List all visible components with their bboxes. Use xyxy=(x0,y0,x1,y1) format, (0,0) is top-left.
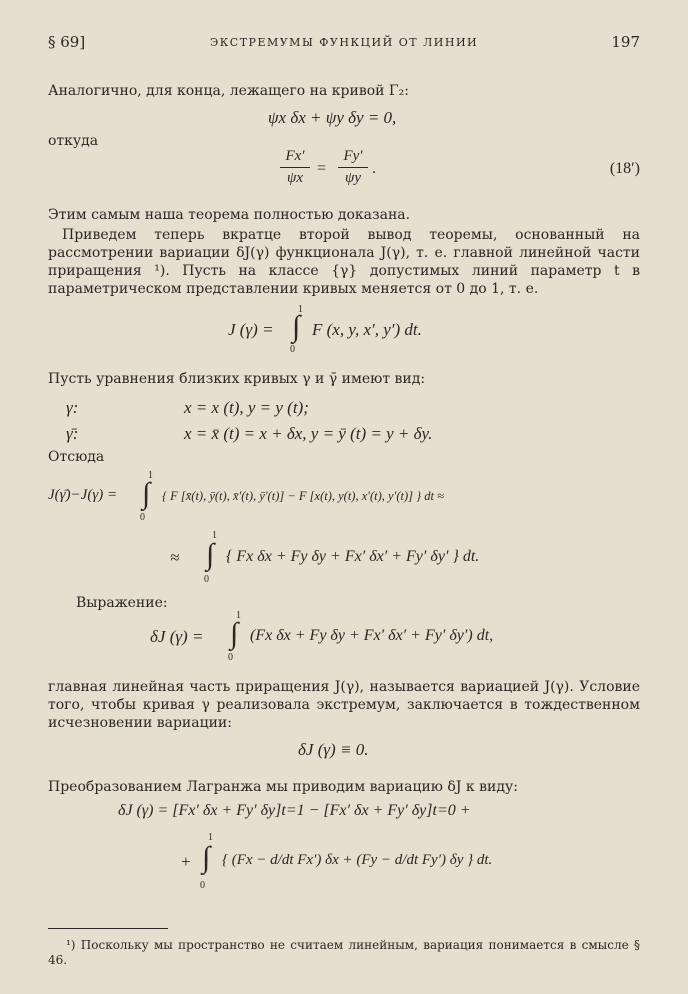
equation-lhs: J (γ) = xyxy=(228,320,274,339)
numerator: Fx′ xyxy=(285,148,305,164)
footnote: ¹) Поскольку мы пространство не считаем линейным, вариация понимается в смысле § 46. xyxy=(48,938,640,967)
fraction xyxy=(280,148,310,187)
integral-upper-limit: 1 xyxy=(208,832,213,843)
integral-lower-limit: 0 xyxy=(200,880,205,891)
paragraph: Приведем теперь вкратце второй вывод теоремы, основанный на рассмотрении вариации δJ(γ) функционала J(γ), т. е. главной линейной части приращения ¹). Пусть на классе {γ} допустимых линий параметр t в параметрическом представлении кривых меняется от 0 до 1, т. е. xyxy=(48,227,640,297)
equals-sign: = xyxy=(317,160,327,177)
integral-sign: ∫ xyxy=(142,477,151,510)
chapter-title: ЭКСТРЕМУМЫ ФУНКЦИЙ ОТ ЛИНИИ xyxy=(209,36,479,49)
plus-sign: + xyxy=(180,852,192,871)
equation-lhs: δJ (γ) = xyxy=(150,627,204,646)
denominator: ψy xyxy=(345,170,361,186)
paragraph: Отсюда xyxy=(48,449,105,465)
equation: ψx δx + ψy δy = 0, xyxy=(268,108,397,127)
equation-rhs: (Fx δx + Fy δy + Fx′ δx′ + Fy′ δy′) dt, xyxy=(250,627,494,644)
footnote-rule xyxy=(48,928,168,929)
equation-label: (18′) xyxy=(609,160,640,177)
curve-label: γ̄: xyxy=(66,424,79,443)
equation-rhs: { F [x̄(t), ȳ(t), x̄′(t), ȳ′(t)] − F [x(t), y(t), x′(t), y′(t)] } dt ≈ xyxy=(162,489,444,503)
equation-lhs: J(γ̄)−J(γ) = xyxy=(48,487,118,503)
curve-label: γ: xyxy=(66,398,79,417)
integral-sign: ∫ xyxy=(230,617,239,650)
integral-lower-limit: 0 xyxy=(140,512,145,523)
integral-upper-limit: 1 xyxy=(298,304,303,315)
numerator: Fy′ xyxy=(343,148,363,164)
fraction-bar xyxy=(338,167,368,168)
fraction xyxy=(338,148,368,187)
equation-rhs: { (Fx − d/dt Fx′) δx + (Fy − d/dt Fy′) δy } dt. xyxy=(222,852,493,868)
paragraph: Выражение: xyxy=(76,595,168,611)
equation-rhs: F (x, y, x′, y′) dt. xyxy=(312,320,422,339)
paragraph: откуда xyxy=(48,133,99,149)
equation: x = x (t), y = y (t); xyxy=(184,398,309,417)
period: . xyxy=(372,160,376,177)
integral-sign: ∫ xyxy=(206,538,215,571)
integral-sign: ∫ xyxy=(202,841,211,874)
paragraph: главная линейная часть приращения J(γ), называется вариацией J(γ). Условие того, чтобы кривая γ реализовала экстремум, заключается в тождественном исчезновении вариации: xyxy=(48,679,640,731)
fraction-bar xyxy=(280,167,310,168)
equation: δJ (γ) ≡ 0. xyxy=(298,740,369,759)
integral-upper-limit: 1 xyxy=(212,530,217,541)
page-number: 197 xyxy=(611,33,640,51)
denominator: ψx xyxy=(287,170,303,186)
section-number: § 69] xyxy=(48,33,86,51)
approx-sign: ≈ xyxy=(170,548,180,567)
paragraph: Пусть уравнения близких кривых γ и γ̄ имеют вид: xyxy=(48,371,426,387)
paragraph: Преобразованием Лагранжа мы приводим вариацию δJ к виду: xyxy=(48,779,518,795)
integral-upper-limit: 1 xyxy=(148,470,153,481)
integral-upper-limit: 1 xyxy=(236,610,241,621)
paragraph: Аналогично, для конца, лежащего на кривой Γ₂: xyxy=(48,83,409,99)
integral-lower-limit: 0 xyxy=(290,344,295,355)
integral-sign: ∫ xyxy=(292,310,301,343)
integral-lower-limit: 0 xyxy=(228,652,233,663)
equation: δJ (γ) = [Fx′ δx + Fy′ δy]t=1 − [Fx′ δx + Fy′ δy]t=0 + xyxy=(118,802,471,819)
integral-lower-limit: 0 xyxy=(204,574,209,585)
equation-rhs: { Fx δx + Fy δy + Fx′ δx′ + Fy′ δy′ } dt. xyxy=(226,548,480,565)
paragraph: Этим самым наша теорема полностью доказана. xyxy=(48,207,411,223)
equation: x = x̄ (t) = x + δx, y = ȳ (t) = y + δy. xyxy=(184,424,433,443)
